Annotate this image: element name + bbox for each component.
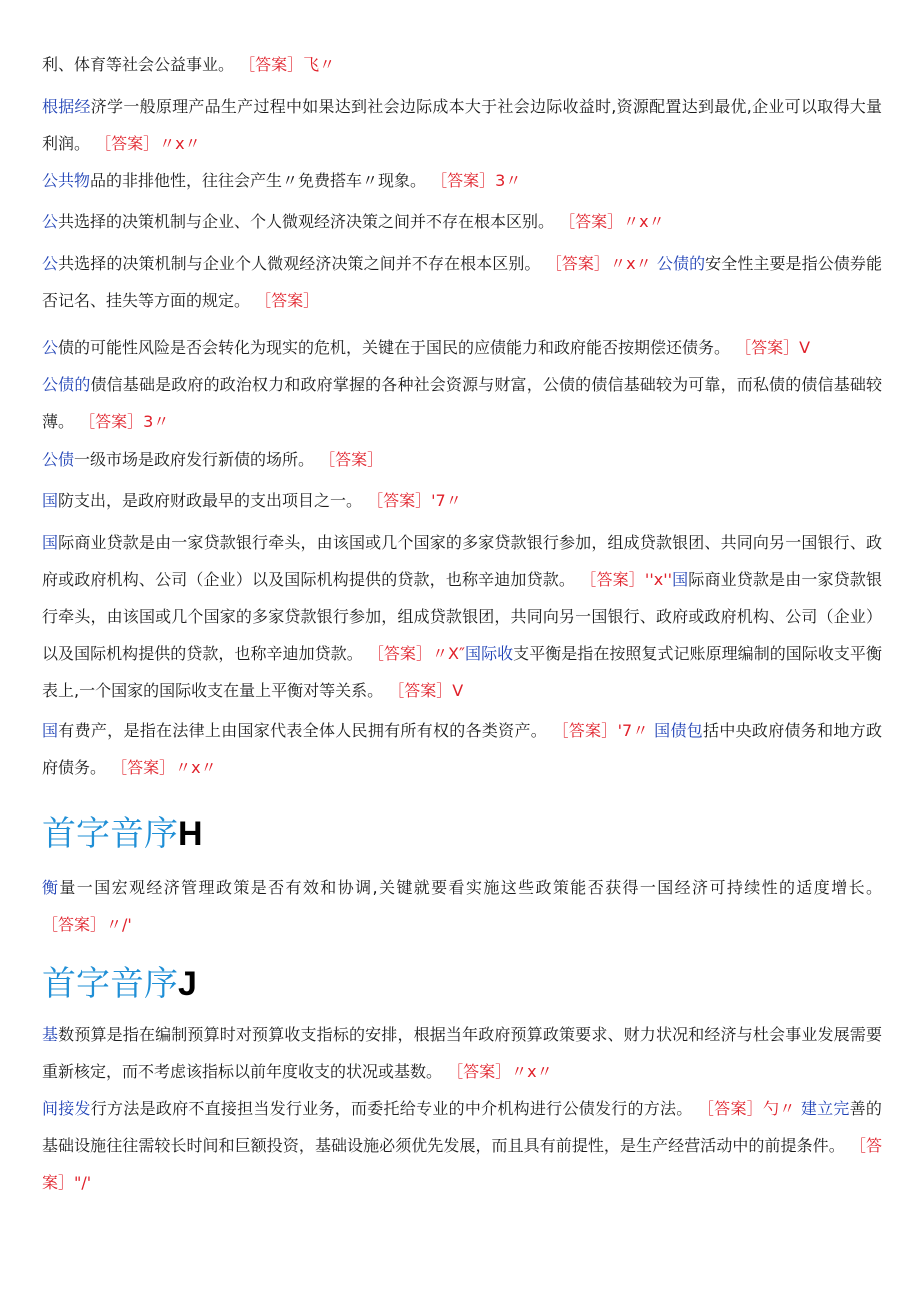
entry-text: 际商业贷款是由一家贷款银行牵头，由该国或几个国家的多家贷款银行参加，组成贷款银团、共同向另一国银行、政府或政府机构、公司（企业）以及国际机构提供的贷款，也称辛迪加贷款。 [42,533,882,589]
answer-label: ［答案］ [95,134,160,153]
answer-label: ［答案］ [559,212,624,231]
answer-label: ［答案］ [319,450,384,469]
answer-mark: '7〃 [431,491,462,510]
entry-1 [42,46,882,83]
entry-text: 有费产，是指在法律上由国家代表全体人民拥有所有权的各类资产。 [58,721,548,740]
entry-lead: 国债包 [654,721,704,740]
answer-label: ［答案］ [545,254,611,273]
answer-label: ［答案］ [255,291,320,310]
answer-mark: V [799,338,811,357]
answer-mark: 〃/' [106,915,132,934]
entry-9 [42,482,882,519]
entry-lead: 公 [42,212,59,231]
answer-mark: V [452,681,464,700]
entry-text: 品的非排他性，往往会产生〃免费搭车〃现象。 [90,171,427,190]
entry-text: 债信基础是政府的政治权力和政府掌握的各种社会资源与财富，公债的债信基础较为可靠，而私债的债信基础较薄。 [42,375,882,431]
entry-7 [42,366,882,440]
entry-text: 防支出，是政府财政最早的支出项目之一。 [58,491,363,510]
answer-label: ［答案］ [367,644,433,663]
entry-5 [42,245,882,319]
answer-mark: 〃x〃 [159,134,201,153]
entry-lead: 间接发 [42,1099,91,1118]
entry-text: 支平衡是指在按照复式记账原理编制的国际收支平衡表上,一个国家的国际收支在量上平衡对等关系。 [42,644,882,700]
entry-lead: 建立完 [800,1099,850,1118]
entry-text: 际商业贷款是由一家贷款银行牵头，由该国或几个国家的多家贷款银行参加，组成贷款银团，共同向另一国银行、政府或政府机构、公司（企业）以及国际机构提供的贷款，也称辛迪加贷款。 [42,570,882,663]
entry-text: 量一国宏观经济管理政策是否有效和协调,关键就要看实施这些政策能否获得一国经济可持续性的适度增长。 [59,878,882,897]
entry-lead: 国 [671,570,689,589]
answer-mark: '7〃 [617,721,649,740]
answer-label: ［答案］ [735,338,800,357]
entry-lead: 公共物 [42,171,91,190]
entry-text: 利、体育等社会公益事业。 [42,55,235,74]
answer-label: ［答案］ [447,1062,512,1081]
entry-lead: 根据经 [42,97,91,116]
entry-lead: 基 [42,1025,59,1044]
answer-label: ［答案］ [552,721,618,740]
entry-11 [42,712,882,786]
answer-mark: ''x'' [644,570,672,589]
answer-label: ［答案］ [42,1136,882,1192]
entry-text: 济学一般原理产品生产过程中如果达到社会边际成本大于社会边际收益时,资源配置达到最优,企业可以取得大量利润。 [42,97,882,153]
answer-label: ［答案］ [367,491,432,510]
entry-text: 善的基础设施往往需较长时间和巨额投资，基础设施必须优先发展，而且具有前提性，是生产经营活动中的前提条件。 [42,1099,882,1155]
answer-label: ［答案］ [697,1099,763,1118]
answer-mark: 飞〃 [303,55,336,74]
answer-label: ［答案］ [111,758,176,777]
entry-10 [42,524,882,709]
entry-lead: 公 [42,254,59,273]
answer-label: ［答案］ [580,570,645,589]
entry-text: 债的可能性风险是否会转化为现实的危机，关键在于国民的应债能力和政府能否按期偿还债务。 [58,338,731,357]
section-title: 首字音序 [42,964,178,1004]
section-title: 首字音序 [42,814,178,854]
answer-mark: 3〃 [495,171,522,190]
answer-mark: 〃X″ [432,644,465,663]
entry-text: 括中央政府债务和地方政府债务。 [42,721,882,777]
answer-mark: 〃x〃 [610,254,652,273]
answer-label: ［答案］ [239,55,304,74]
entry-8 [42,441,882,478]
entry-lead: 公债的 [42,375,91,394]
answer-label: ［答案］ [388,681,453,700]
answer-mark: 〃x〃 [511,1062,553,1081]
entry-lead: 公 [42,338,59,357]
entry-h-1 [42,869,882,943]
section-letter: H [178,815,203,853]
section-heading-h [42,814,203,854]
entry-6 [42,329,882,366]
entry-text: 共选择的决策机制与企业、个人微观经济决策之间并不存在根本区别。 [58,212,555,231]
entry-text: 数预算是指在编制预算时对预算收支指标的安排，根据当年政府预算政策要求、财力状况和经济与杜会事业发展需要重新核定，而不考虑该指标以前年度收支的状况或基数。 [42,1025,882,1081]
entry-text: 行方法是政府不直接担当发行业务，而委托给专业的中介机构进行公债发行的方法。 [90,1099,693,1118]
answer-label: ［答案］ [431,171,496,190]
answer-label: ［答案］ [79,412,144,431]
answer-mark: 勺〃 [762,1099,796,1118]
entry-lead: 国 [42,491,59,510]
entry-text: 共选择的决策机制与企业个人微观经济决策之间并不存在根本区别。 [58,254,541,273]
entry-2 [42,88,882,162]
answer-mark: 〃x〃 [623,212,665,231]
answer-mark: 〃x〃 [175,758,217,777]
entry-text: 一级市场是政府发行新债的场所。 [74,450,315,469]
entry-lead: 国际收 [465,644,514,663]
entry-lead: 国 [42,533,59,552]
entry-4 [42,203,882,240]
answer-mark: "/' [74,1173,92,1192]
entry-text: 安全性主要是指公债券能否记名、挂失等方面的规定。 [42,254,882,310]
section-heading-j [42,964,197,1004]
entry-j-2 [42,1090,882,1201]
entry-lead: 公债 [42,450,75,469]
entry-lead: 衡 [42,878,60,897]
entry-lead: 公债的 [656,254,706,273]
entry-3 [42,162,882,199]
entry-lead: 国 [42,721,59,740]
section-letter: J [178,965,197,1003]
entry-j-1 [42,1016,882,1090]
answer-mark: 3〃 [143,412,170,431]
answer-label: ［答案］ [42,915,107,934]
